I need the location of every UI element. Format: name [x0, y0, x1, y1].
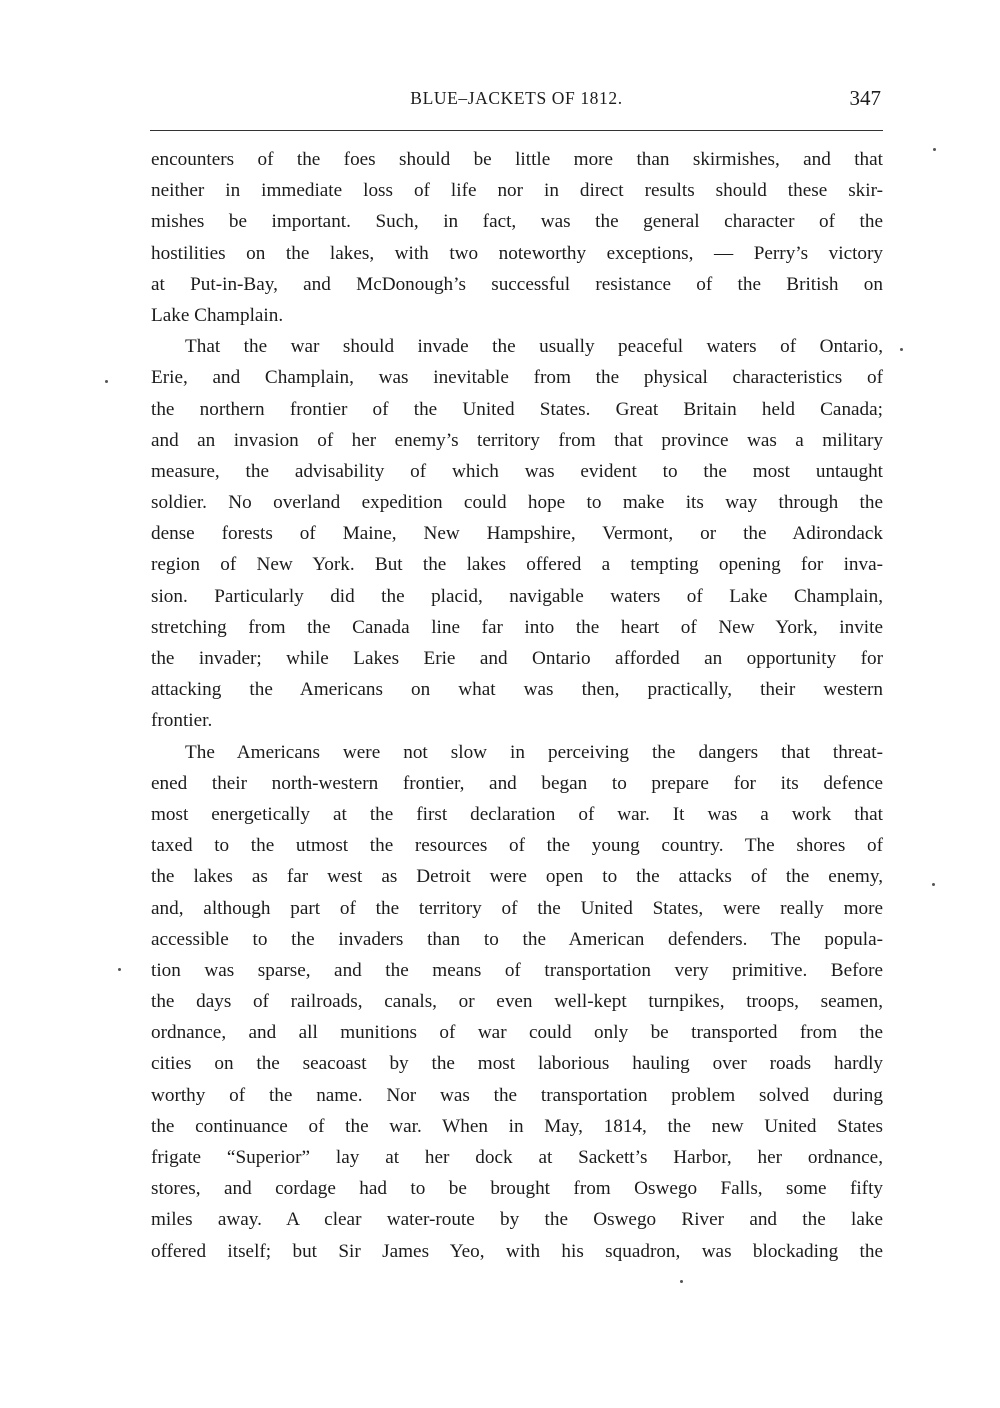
text-line: neither in immediate loss of life nor in direct results should these skir-	[151, 180, 883, 202]
text-line: taxed to the utmost the resources of the young country. The shores of	[151, 835, 883, 857]
print-speck	[680, 1280, 683, 1283]
print-speck	[900, 348, 903, 351]
text-line: Erie, and Champlain, was inevitable from the physical characteristics of	[151, 367, 883, 389]
text-line: hostilities on the lakes, with two noteworthy exceptions, — Perry’s victory	[151, 242, 883, 264]
print-speck	[118, 968, 121, 971]
text-line: most energetically at the first declaration of war. It was a work that	[151, 803, 883, 825]
paragraph	[151, 737, 883, 1267]
text-line: ened their north-western frontier, and began to prepare for its defence	[151, 772, 883, 794]
text-line: at Put-in-Bay, and McDonough’s successful resistance of the British on	[151, 273, 883, 295]
text-line: region of New York. But the lakes offered a tempting opening for inva-	[151, 554, 883, 576]
running-title: BLUE–JACKETS OF 1812.	[410, 88, 623, 108]
text-line: the lakes as far west as Detroit were open to the attacks of the enemy,	[151, 866, 883, 888]
text-line: and, although part of the territory of the United States, were really more	[151, 897, 883, 919]
text-line: the continuance of the war. When in May, 1814, the new United States	[151, 1115, 883, 1137]
text-line: measure, the advisability of which was evident to the most untaught	[151, 460, 883, 482]
text-line: encounters of the foes should be little more than skirmishes, and that	[151, 149, 883, 170]
text-line: The Americans were not slow in perceiving the dangers that threat-	[185, 741, 883, 763]
text-line: attacking the Americans on what was then, practically, their western	[151, 679, 883, 701]
text-line: the invader; while Lakes Erie and Ontario afforded an opportunity for	[151, 648, 883, 669]
text-line: offered itself; but Sir James Yeo, with his squadron, was blockading the	[151, 1240, 883, 1262]
text-line: worthy of the name. Nor was the transportation problem solved during	[151, 1084, 883, 1106]
text-line: mishes be important. Such, in fact, was the general character of the	[151, 211, 883, 233]
text-line: the days of railroads, canals, or even well-kept turnpikes, troops, seamen,	[151, 991, 883, 1013]
print-speck	[105, 380, 108, 383]
header-rule	[150, 130, 883, 131]
print-speck	[932, 883, 935, 886]
paragraph	[151, 144, 883, 331]
text-line: ordnance, and all munitions of war could only be transported from the	[151, 1022, 883, 1044]
running-head	[150, 86, 883, 116]
text-line: and an invasion of her enemy’s territory from that province was a military	[151, 429, 883, 451]
text-line: sion. Particularly did the placid, navigable waters of Lake Champlain,	[151, 585, 883, 607]
text-line: miles away. A clear water-route by the Oswego River and the lake	[151, 1209, 883, 1231]
paragraph	[151, 331, 883, 736]
text-line: stores, and cordage had to be brought from Oswego Falls, some fifty	[151, 1178, 883, 1200]
text-line: frontier.	[151, 710, 213, 732]
text-line: cities on the seacoast by the most laborious hauling over roads hardly	[151, 1053, 883, 1075]
text-line: That the war should invade the usually peaceful waters of Ontario,	[185, 336, 883, 358]
text-line: the northern frontier of the United States. Great Britain held Canada;	[151, 398, 883, 420]
page-number: 347	[849, 86, 881, 110]
text-line: stretching from the Canada line far into the heart of New York, invite	[151, 616, 883, 638]
text-line: Lake Champlain.	[151, 304, 284, 326]
text-line: accessible to the invaders than to the American defenders. The popula-	[151, 928, 883, 950]
print-speck	[933, 148, 936, 151]
body-text	[151, 144, 883, 1267]
text-line: frigate “Superior” lay at her dock at Sackett’s Harbor, her ordnance,	[151, 1147, 883, 1168]
text-line: dense forests of Maine, New Hampshire, Vermont, or the Adirondack	[151, 523, 883, 545]
text-line: soldier. No overland expedition could hope to make its way through the	[151, 492, 883, 514]
text-line: tion was sparse, and the means of transportation very primitive. Before	[151, 959, 883, 981]
